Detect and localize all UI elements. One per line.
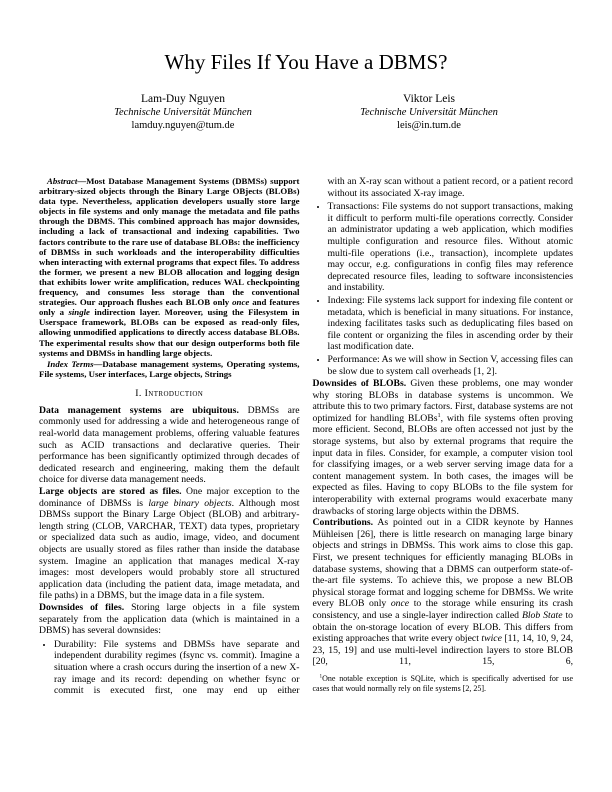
author-name: Lam-Duy Nguyen xyxy=(141,93,225,105)
paragraph-contributions: Contributions. As pointed out in a CIDR keynote by Hannes Mühleisen [26], there is little research on managing large binary objects and strings in DBMSs. This work aims to close this gap. First, we present techniques for efficiently managing BLOBs in database systems, showing that a DBMS can outperform state-of-the-art file systems. To achieve this, we propose a new BLOB physical storage format and logging scheme for DBMSs. We write every BLOB only once to the storage while ensuring its crash consistency, and use a single-layer indirection called Blob State to obtain the on-storage location of every BLOB. This differs from existing approaches that write every object twice [11, 14, 10, 9, 24, 23, 15, 19] and use multi-level indirection layers to store BLOB [20, 11, 15, 6, xyxy=(312,517,574,668)
author-email: leis@in.tum.de xyxy=(397,120,461,131)
bullet-durability: • Durability: File systems and DBMSs have separate and independent durability regimes (fsync vs. commit). Imagine a situation where a crash occurs during the insertion of a new X-ray image and its record: depending on whether fsync or commit is executed first, one may end up either xyxy=(54,639,300,697)
author-block-1 xyxy=(60,92,306,132)
page-title: Why Files If You Have a DBMS? xyxy=(164,50,448,74)
author-row xyxy=(0,92,612,132)
paragraph-data-management: Data management systems are ubiquitous. DBMSs are commonly used for addressing a wide and heterogeneous range of real-world data management problems, offering valuable features such as ACID transactions and declarative queries. Their performance has been significantly optimized through decades of dedicated research and engineering, making them the default choice for diverse data management needs. xyxy=(39,404,300,486)
body-columns xyxy=(0,176,612,742)
author-affiliation: Technische Universität München xyxy=(114,107,252,118)
paragraph-downsides-of-files: Downsides of files. Storing large objects in a file system separately from the application data (which is maintained in a DBMS) has several downsides: xyxy=(39,601,300,637)
author-affiliation: Technische Universität München xyxy=(360,107,498,118)
downsides-bullet-list-continued xyxy=(313,201,574,377)
bullet-indexing: • Indexing: File systems lack support for indexing file content or metadata, which is beneficial in many situations. For instance, indexing facilitates tasks such as deduplicating files based on file content or organizing the files in ascending order by their last modification date. xyxy=(328,295,574,353)
author-email: lamduy.nguyen@tum.de xyxy=(131,120,235,131)
author-name: Viktor Leis xyxy=(402,93,455,105)
abstract-paragraph: Abstract—Most Database Management Systems (DBMSs) support arbitrary-sized objects through the Binary Large OBjects (BLOBs) data type. Nevertheless, application developers usually store large objects in file systems and only manage the metadata and file paths through the DBMS. This combined approach has major downsides, including a lack of transactional and indexing capabilities. Two factors contribute to the rare use of database BLOBs: the inefficiency of DBMSs in such workloads and the interoperability difficulties when interacting with external programs that expect files. To address the former, we present a new BLOB allocation and logging design that exhibits lower write amplification, reduces WAL checkpointing frequency, and consumes less storage than the conventional strategies. Our approach flushes each BLOB only once and features only a single indirection layer. Moreover, using the Filesystem in Userspace framework, BLOBs can be exposed as read-only files, allowing unmodified applications to directly access database BLOBs. The experimental results show that our design outperforms both file systems and DBMSs in handling large objects. xyxy=(39,176,300,358)
right-column xyxy=(313,176,574,742)
downsides-bullet-list xyxy=(39,639,300,697)
footnote-sqlite: $^1$One notable exception is SQLite, which is specifically advertised for use cases that would normally rely on file systems [2, 25]. xyxy=(312,673,573,693)
left-column xyxy=(39,176,300,742)
paragraph-downsides-of-blobs: Downsides of BLOBs. Given these problems, one may wonder why storing BLOBs in database systems is uncommon. We attribute this to two primary factors. First, database systems are not optimized for handling BLOBs$^1$, with file systems often proving more efficient. Second, BLOBs are often accessed not just by the storage systems, but also by external programs that require the input data in files. Consider, for example, a computer vision tool for classifying images, or a web server serving image data for a content management system. In both cases, the images will be expected as files. Having to copy BLOBs to the file system for interoperability with external programs would exacerbate many drawbacks of storing large objects within the DBMS. xyxy=(312,378,574,517)
paragraph-large-objects: Large objects are stored as files. One major exception to the dominance of DBMSs is large binary objects. Although most DBMSs support the Binary Large Object (BLOB) and arbitrary-length string (CLOB, VARCHAR, TEXT) data types, proprietary or specialized data such as audio, image, video, and document objects are usually stored as files rather than inside the database system. Imagine an application that manages medical X-ray images: most developers would probably store all structured application data (including the patient data, image metadata, and file paths) in a DBMS, but the image data in a file system. xyxy=(39,486,300,602)
section-heading-introduction: I. Introduction xyxy=(135,387,204,399)
index-terms: Index Terms—Database management systems, Operating systems, File systems, User interfaces, Large objects, Strings xyxy=(39,358,300,379)
bullet-performance: • Performance: As we will show in Section V, accessing files can be slow due to system call overheads [1, 2]. xyxy=(328,354,574,377)
author-block-2 xyxy=(306,92,552,132)
bullet-durability-continuation: with an X-ray scan without a patient record, or a patient record without its associated X-ray image. xyxy=(327,176,573,199)
bullet-transactions: • Transactions: File systems do not support transactions, making it difficult to perform multi-file operations correctly. Consider an administrator updating a web application, which modifies multiple configuration and resource files. Without atomic multi-file operations (i.e., transaction), incomplete updates may occur, e.g. configurations in config files may reference deprecated resource files, leading to software inconsistencies and instability. xyxy=(328,201,574,294)
